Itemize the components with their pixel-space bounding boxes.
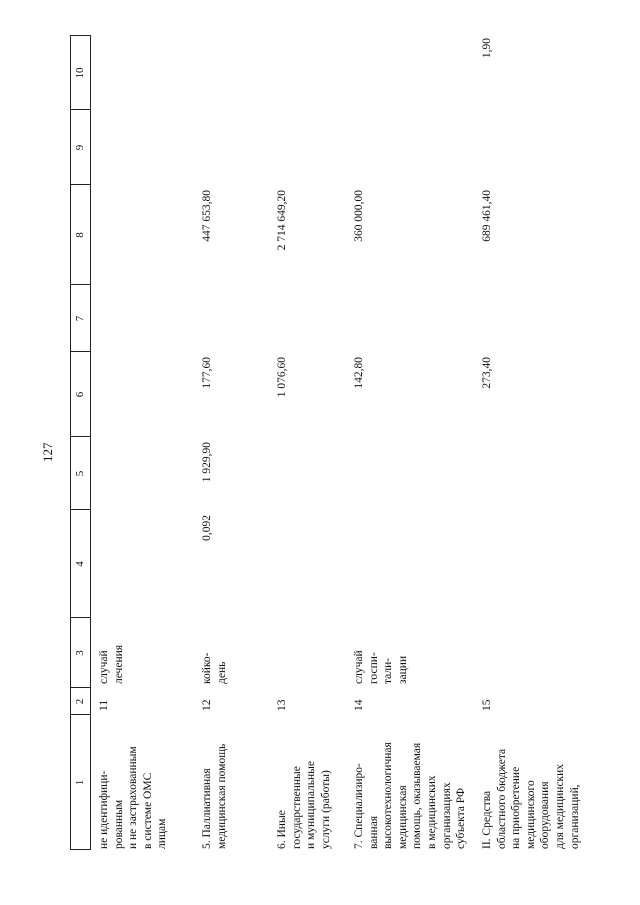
column-number: 6 (74, 391, 86, 398)
row-value-col6: 1 076,60 (276, 357, 288, 398)
row-unit-cell: койко- день (201, 652, 228, 684)
table-top-rule (70, 35, 71, 850)
column-number: 5 (74, 470, 86, 477)
row-unit-cell: случай госпи- тали- зации (353, 650, 409, 684)
column-number: 3 (74, 650, 86, 656)
column-number: 8 (74, 232, 86, 238)
rotated-table (70, 35, 605, 850)
row-value-col5: 1 929,90 (201, 442, 213, 483)
column-number: 7 (74, 315, 86, 322)
row-code-cell: 11 (98, 699, 110, 711)
row-value-col8: 447 653,80 (201, 190, 213, 242)
row-name-cell: 6. Иные государственные и муниципальные услуги (работы) (276, 760, 332, 849)
column-number: 2 (74, 698, 86, 705)
row-code-cell: 12 (201, 699, 213, 711)
row-name-cell: 5. Паллиативная медицинская помощь (201, 743, 228, 849)
row-unit-cell: случай лечения (98, 644, 125, 684)
row-code-cell: 14 (353, 699, 365, 711)
row-code-cell: 13 (276, 699, 288, 711)
column-number: 1 (74, 779, 86, 786)
table-header-rule (90, 35, 91, 850)
column-number: 10 (74, 67, 86, 79)
page-number: 127 (40, 442, 55, 462)
row-value-col6: 177,60 (201, 357, 213, 389)
row-name-cell: II. Средства областного бюджета на приобретение медицинского оборудования для медицинских организаций, (481, 748, 581, 849)
row-value-col8: 2 714 649,20 (276, 190, 288, 251)
row-value-col8: 360 000,00 (353, 190, 365, 242)
row-value-col4: 0,092 (201, 515, 213, 541)
row-value-col10: 1,90 (481, 38, 493, 59)
row-value-col8: 689 461,40 (481, 190, 493, 242)
row-value-col6: 273,40 (481, 357, 493, 389)
row-name-cell: 7. Специализиро- ванная высокотехнологичная медицинская помощь, оказываемая в медицинских организациях субъекта РФ (353, 742, 468, 849)
column-number: 9 (74, 144, 86, 151)
row-code-cell: 15 (481, 699, 493, 711)
row-value-col6: 142,80 (353, 357, 365, 389)
row-name-cell: не идентифици- рованным и не застрахованным в системе ОМС лицам (98, 746, 169, 849)
column-number: 4 (74, 561, 86, 567)
